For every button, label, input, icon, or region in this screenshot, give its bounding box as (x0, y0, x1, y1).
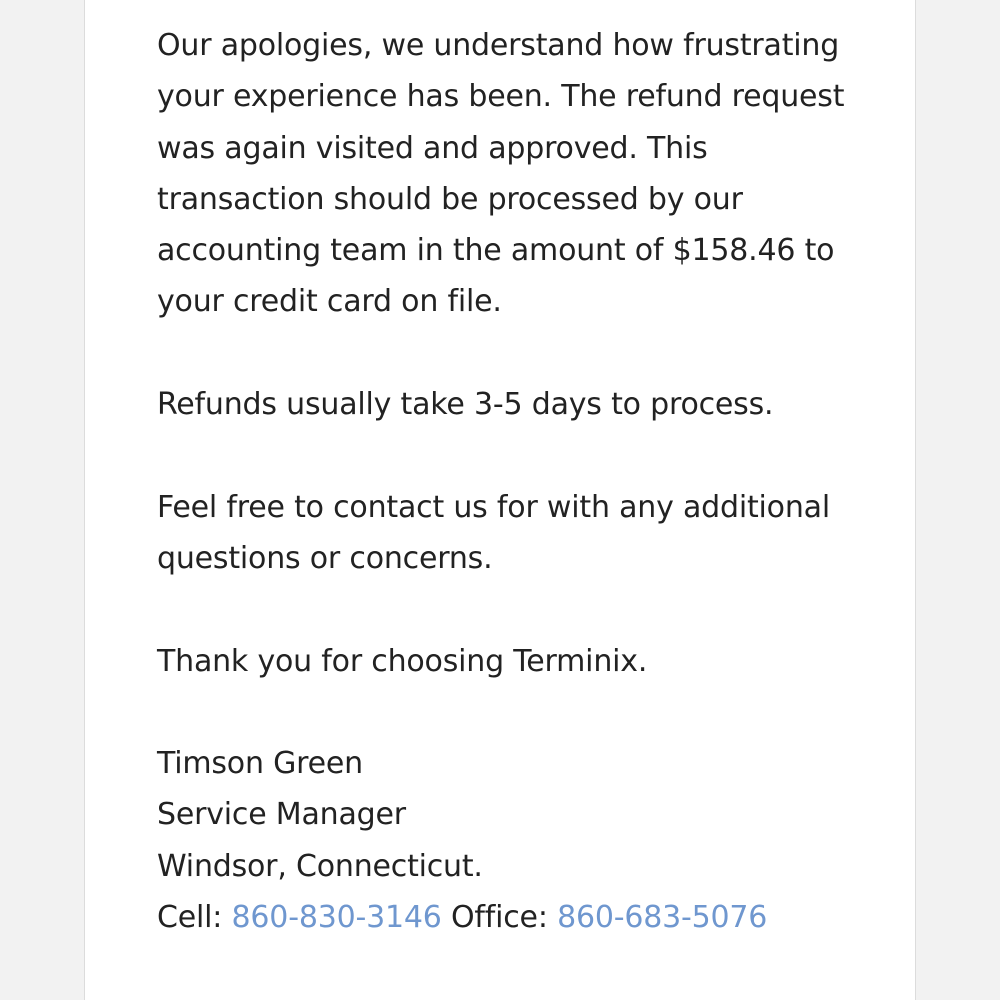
message-paragraph-contact: Feel free to contact us for with any additional questions or concerns. (157, 489, 830, 576)
message-body (157, 20, 857, 943)
signature-phones (157, 892, 857, 943)
cell-phone-link[interactable]: 860-830-3146 (231, 900, 442, 936)
message-paragraph-thanks: Thank you for choosing Terminix. (157, 643, 648, 679)
message-paragraph-apology: Our apologies, we understand how frustrating your experience has been. The refund request was again visited and approved. This transaction should be processed by our accounting team in the amount of $158.46 to your credit card on file. (157, 28, 845, 320)
signature-name: Timson Green (157, 746, 363, 782)
message-paragraph-refund-time: Refunds usually take 3-5 days to process. (157, 387, 774, 423)
signature-title: Service Manager (157, 797, 406, 833)
signature-block (157, 738, 857, 943)
office-phone-link[interactable]: 860-683-5076 (557, 900, 768, 936)
office-label: Office: (441, 900, 558, 936)
signature-location: Windsor, Connecticut. (157, 848, 483, 884)
message-card (84, 0, 916, 1000)
cell-label: Cell: (157, 900, 232, 936)
